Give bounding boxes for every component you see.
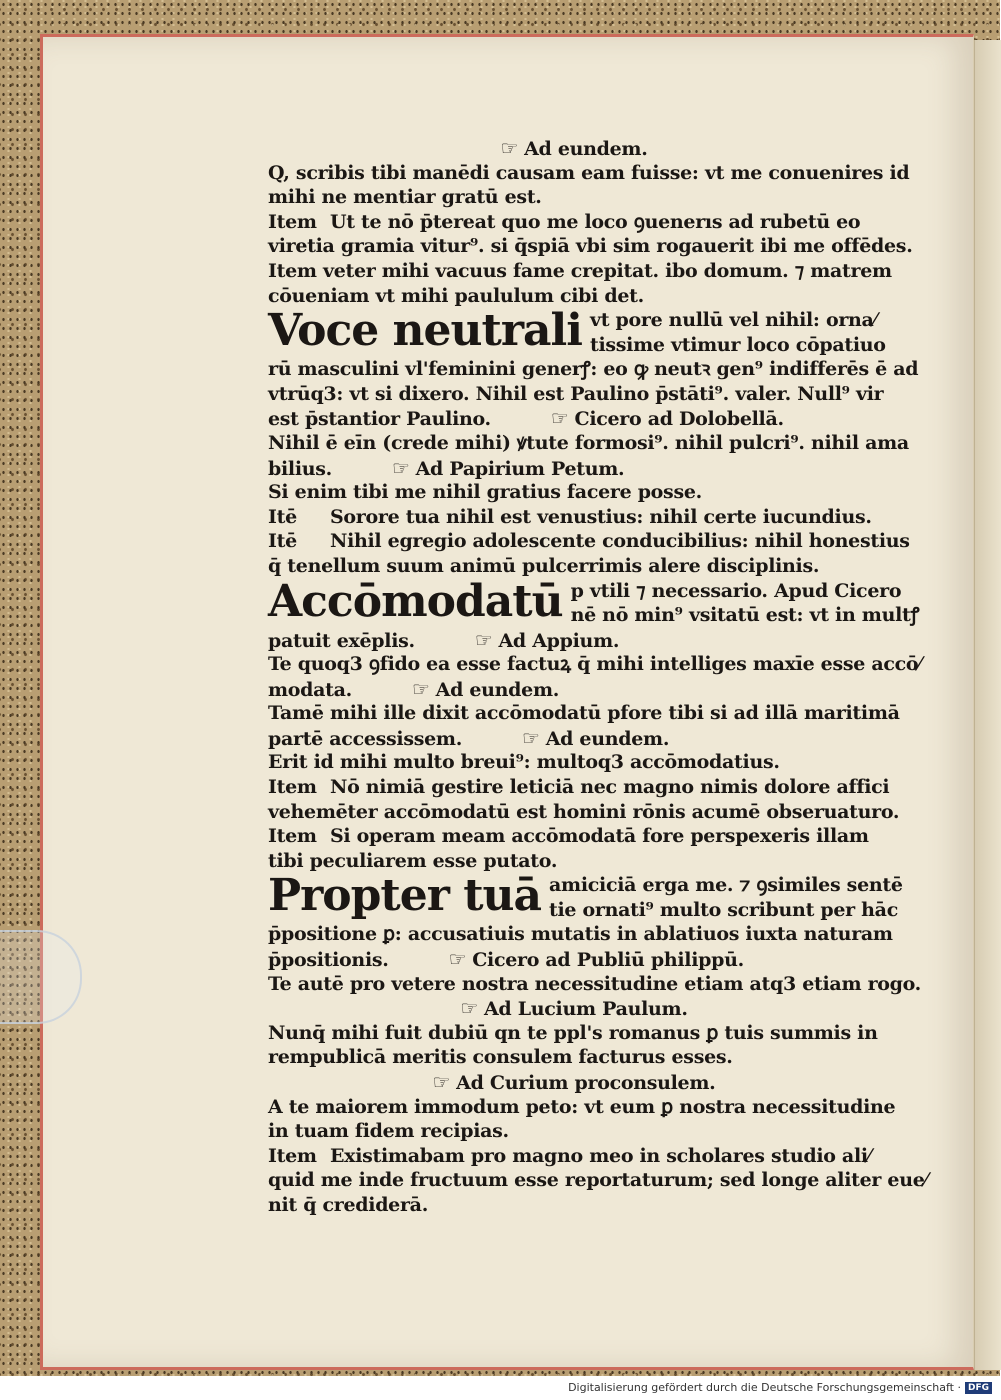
text-line: amiciciā erga me. ⁊ ꝯsimiles sentē bbox=[549, 874, 903, 897]
text-line bbox=[268, 1144, 880, 1169]
text-line bbox=[268, 529, 910, 554]
text-line bbox=[268, 1193, 880, 1218]
text-line bbox=[268, 1168, 928, 1193]
text-line: p vtili ⁊ necessario. Apud Cicero bbox=[570, 579, 902, 602]
text-line: nē nō min⁹ vsitatū est: vt in multꝭ bbox=[570, 604, 920, 627]
pointing-hand-icon: ☞ bbox=[460, 996, 478, 1021]
text-line bbox=[268, 161, 910, 186]
line-text: p̄positionis. bbox=[268, 949, 389, 972]
line-text: tibi peculiarem esse putato. bbox=[268, 849, 558, 872]
adjacent-page-edge bbox=[974, 40, 1001, 1370]
text-line: tissime vtimur loco cōpatiuo bbox=[589, 333, 886, 356]
line-text: Q, scribis tibi manēdi causam eam fuisse: vt me conuenires id bbox=[268, 161, 910, 184]
item-marker: Item bbox=[268, 210, 317, 233]
text-line bbox=[268, 701, 900, 726]
line-text: patuit exēplis. bbox=[268, 629, 415, 652]
text-line bbox=[268, 554, 880, 579]
text-line bbox=[268, 185, 880, 210]
text-line bbox=[268, 922, 893, 947]
line-text: Ad eundem. bbox=[524, 138, 648, 160]
line-text: est p̄stantior Paulino. bbox=[268, 408, 491, 431]
page-clip bbox=[0, 930, 82, 1024]
text-line bbox=[268, 480, 880, 505]
letter-reference: Ad Appium. bbox=[498, 629, 620, 652]
text-line bbox=[268, 972, 921, 997]
line-text: quid me inde fructuum esse reportaturum; sed longe aliter eue⁄ bbox=[268, 1169, 928, 1192]
text-line bbox=[268, 357, 919, 382]
text-line bbox=[268, 382, 884, 407]
line-text: Si enim tibi me nihil gratius facere posse. bbox=[268, 481, 702, 504]
text-line bbox=[268, 210, 880, 235]
line-text: Sorore tua nihil est venustius: nihil certe iucundius. bbox=[330, 505, 872, 528]
section-headword: Accōmodatū bbox=[268, 575, 563, 627]
text-line bbox=[268, 259, 892, 284]
pointing-hand-icon: ☞ bbox=[522, 725, 540, 750]
line-text: Item veter mihi vacuus fame crepitat. ibo domum. ⁊ matrem bbox=[268, 259, 892, 282]
line-text: rempublicā meritis consulem facturus esses. bbox=[268, 1046, 733, 1069]
line-text: Te quoq3 ꝯfido ea esse factuꝝ q̄ mihi intelliges maxīe esse accō⁄ bbox=[268, 653, 922, 676]
line-text: Nō nimiā gestire leticiā nec magno nimis dolore affici bbox=[330, 776, 890, 799]
pointing-hand-icon: ☞ bbox=[391, 455, 410, 480]
line-text: bilius. bbox=[268, 457, 332, 480]
line-text: p̄positione ꝑ: accusatiuis mutatis in ablatiuos iuxta naturam bbox=[268, 923, 893, 946]
dfg-logo: DFG bbox=[965, 1382, 992, 1394]
text-line bbox=[268, 652, 922, 677]
text-line bbox=[268, 406, 880, 431]
section-initial-row bbox=[268, 305, 886, 357]
text-line bbox=[268, 677, 880, 702]
text-line bbox=[268, 947, 880, 972]
item-marker: Itē bbox=[268, 505, 297, 528]
line-text: Erit id mihi multo breui⁹: multoq3 accōmodatius. bbox=[268, 751, 780, 774]
text-line bbox=[268, 1021, 880, 1046]
letter-reference: Ad Papirium Petum. bbox=[415, 457, 625, 480]
text-line bbox=[268, 1119, 880, 1144]
text-line bbox=[268, 1045, 880, 1070]
text-line: vt pore nullū vel nihil: orna⁄ bbox=[589, 309, 877, 332]
line-text: Nihil ē eīn (crede mihi) ꝟtute formosi⁹. nihil pulcri⁹. nihil ama bbox=[268, 431, 909, 454]
text-line bbox=[268, 628, 880, 653]
letter-reference: Cicero ad Dolobellā. bbox=[574, 408, 784, 431]
letter-heading bbox=[268, 996, 880, 1021]
line-text: Tamē mihi ille dixit accōmodatū pfore tibi si ad illā maritimā bbox=[268, 702, 900, 725]
line-text: cōueniam vt mihi paululum cibi det. bbox=[268, 284, 644, 307]
line-text: Ut te nō p̄tereat quo me loco ꝯuenerıs ad rubetū eo bbox=[330, 210, 861, 233]
item-marker: Item bbox=[268, 825, 317, 848]
text-line bbox=[268, 234, 913, 259]
line-text: modata. bbox=[268, 678, 352, 701]
text-line bbox=[268, 800, 900, 825]
line-text: Nunq̄ mihi fuit dubiū qn te ppl's romanus ꝑ tuis summis in bbox=[268, 1021, 878, 1044]
text-line bbox=[268, 431, 909, 456]
pointing-hand-icon: ☞ bbox=[411, 676, 430, 701]
text-line bbox=[268, 1095, 896, 1120]
line-text: nit q̄ crediderā. bbox=[268, 1193, 429, 1216]
letter-heading bbox=[268, 136, 880, 161]
line-text: q̄ tenellum suum animū pulcerrimis alere disciplinis. bbox=[268, 554, 820, 577]
section-initial-row bbox=[268, 575, 920, 628]
section-headword: Voce neutrali bbox=[268, 305, 582, 357]
text-line bbox=[268, 750, 880, 775]
item-marker: Item bbox=[268, 776, 317, 799]
line-text: Si operam meam accōmodatā fore perspexeris illam bbox=[330, 825, 869, 848]
line-text: A te maiorem immodum peto: vt eum ꝑ nostra necessitudine bbox=[268, 1095, 896, 1118]
letter-heading bbox=[268, 1070, 880, 1095]
text-line bbox=[268, 505, 880, 530]
pointing-hand-icon: ☞ bbox=[474, 627, 493, 652]
line-text: Ad Lucium Paulum. bbox=[483, 998, 688, 1021]
footer-credit bbox=[568, 1381, 992, 1394]
pointing-hand-icon: ☞ bbox=[550, 406, 569, 431]
line-text: Te autē pro vetere nostra necessitudine etiam atq3 etiam rogo. bbox=[268, 972, 921, 995]
letter-reference: Ad eundem. bbox=[435, 678, 560, 701]
section-headword: Propter tuā bbox=[268, 870, 542, 922]
line-text: vtrūq3: vt si dixero. Nihil est Paulino p̄stāti⁹. valer. Null⁹ vir bbox=[268, 382, 884, 405]
text-line bbox=[268, 775, 890, 800]
item-marker: Item bbox=[268, 1144, 317, 1167]
footer-text: Digitalisierung gefördert durch die Deutsche Forschungsgemeinschaft · bbox=[568, 1381, 961, 1394]
text-line bbox=[268, 456, 880, 481]
line-text: partē accessissem. bbox=[268, 727, 463, 750]
text-line: tie ornati⁹ multo scribunt per hāc bbox=[549, 899, 898, 922]
pointing-hand-icon: ☞ bbox=[500, 136, 519, 160]
section-initial-row bbox=[268, 870, 903, 922]
item-marker: Itē bbox=[268, 530, 297, 553]
pointing-hand-icon: ☞ bbox=[432, 1070, 451, 1094]
line-text: rū masculini vl'feminini generꝭ: eo ꝙ neutꝛ gen⁹ indifferēs ē ad bbox=[268, 358, 919, 381]
line-text: viretia gramia vitur⁹. si q̄spiā vbi sim rogauerit ibi me offēdes. bbox=[268, 235, 913, 258]
line-text: mihi ne mentiar gratū est. bbox=[268, 186, 542, 209]
letter-reference: Cicero ad Publiū philippū. bbox=[472, 949, 744, 972]
letter-reference: Ad eundem. bbox=[545, 727, 670, 750]
line-text: Ad Curium proconsulem. bbox=[456, 1072, 716, 1094]
page-text bbox=[268, 136, 928, 1218]
text-line bbox=[268, 824, 880, 849]
text-line bbox=[268, 726, 880, 751]
line-text: in tuam fidem recipias. bbox=[268, 1120, 509, 1143]
line-text: Existimabam pro magno meo in scholares studio ali⁄ bbox=[330, 1144, 871, 1167]
pointing-hand-icon: ☞ bbox=[448, 947, 467, 972]
line-text: vehemēter accōmodatū est homini rōnis acumē obseruaturo. bbox=[268, 800, 900, 823]
line-text: Nihil egregio adolescente conducibilius: nihil honestius bbox=[330, 530, 910, 553]
